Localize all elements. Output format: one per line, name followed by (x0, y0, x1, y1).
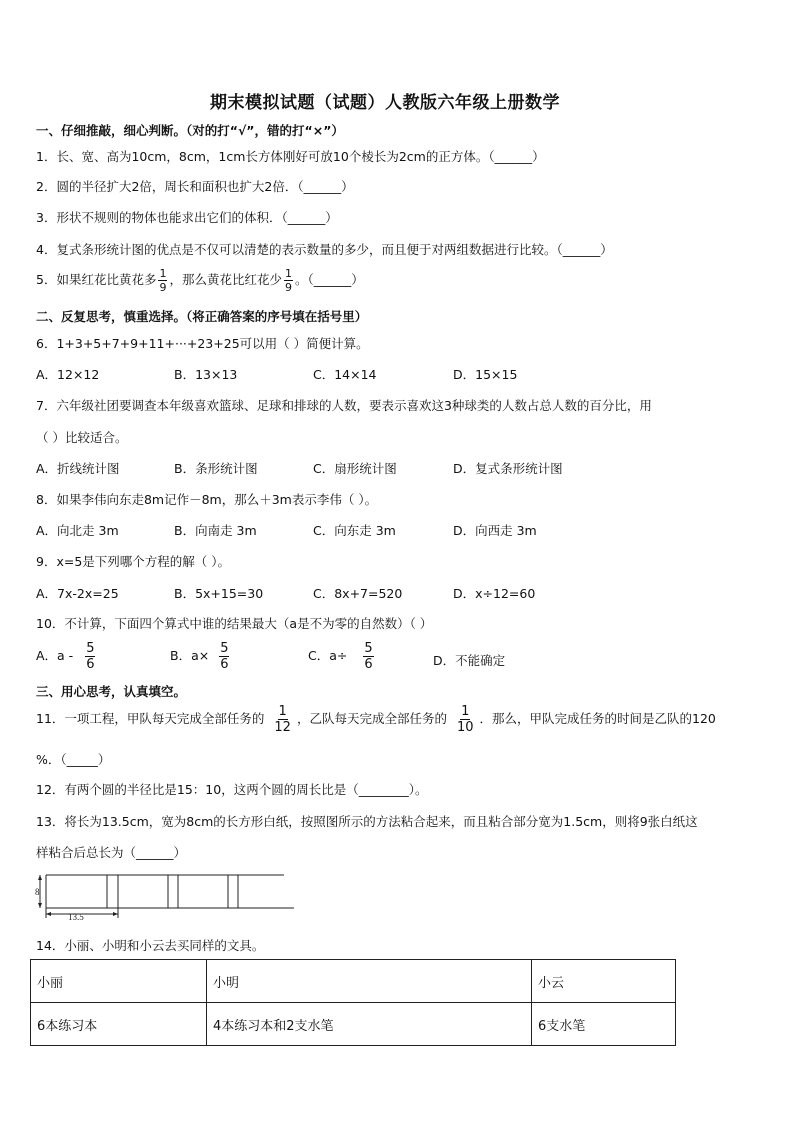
section-3-heading: 三、用心思考，认真填空。 (36, 684, 187, 699)
stationery-table (30, 959, 676, 1046)
option-a (36, 642, 97, 671)
question-11-text-b: ，乙队每天完成全部任务的 (296, 711, 447, 726)
table-header-cell: 小明 (207, 960, 532, 1003)
option-b: B．5x+15=30 (174, 586, 264, 601)
question-7: 7．六年级社团要调查本年级喜欢篮球、足球和排球的人数，要表示喜欢这3种球类的人数占总人数的百分比，用 (36, 398, 652, 413)
option-b: B．13×13 (174, 367, 238, 382)
option-d: D．不能确定 (433, 653, 506, 668)
question-13: 13．将长为13.5cm，宽为8cm的长方形白纸，按照图所示的方法粘合起来，而且粘合部分宽为1.5cm，则将9张白纸这 (36, 814, 698, 829)
question-8: 8．如果李伟向东走8m记作－8m，那么＋3m表示李伟（ ）。 (36, 492, 378, 507)
table-row (31, 1003, 676, 1046)
question-1: 1．长、宽、高为10cm，8cm，1cm长方体刚好可放10个棱长为2cm的正方体。（______） (36, 149, 545, 164)
table-header-cell: 小丽 (31, 960, 207, 1003)
width-label: 13.5 (68, 912, 84, 922)
question-9: 9．x=5是下列哪个方程的解（ ）。 (36, 554, 231, 569)
fraction: $\frac{1}{10}$ (456, 704, 474, 735)
question-5 (36, 268, 364, 293)
option-a: A．折线统计图 (36, 461, 120, 476)
option-text: A．a - (36, 648, 74, 663)
option-b: B．向南走 3m (174, 523, 257, 538)
question-11-text-c: ．那么，甲队完成任务的时间是乙队的120 (479, 711, 716, 726)
table-header-cell: 小云 (532, 960, 676, 1003)
option-d: D．复式条形统计图 (453, 461, 563, 476)
question-7-continued: （ ）比较适合。 (36, 430, 128, 445)
question-5-text-b: ，那么黄花比红花少 (169, 272, 282, 287)
question-4: 4．复式条形统计图的优点是不仅可以清楚的表示数量的多少，而且便于对两组数据进行比较。（______） (36, 242, 613, 257)
option-a: A．12×12 (36, 367, 100, 382)
question-5-text-c: 。（______） (294, 272, 364, 287)
option-d: D．向西走 3m (453, 523, 537, 538)
question-11-continued: %．（_____） (36, 752, 111, 767)
question-13-continued: 样粘合后总长为（______） (36, 845, 187, 860)
page-title: 期末模拟试题（试题）人教版六年级上册数学 (210, 93, 560, 113)
option-b (170, 642, 231, 671)
question-14: 14．小丽、小明和小云去买同样的文具。 (36, 938, 265, 953)
fraction: $\frac{1}{12}$ (274, 704, 291, 735)
question-3: 3．形状不规则的物体也能求出它们的体积．（______） (36, 210, 338, 225)
table-row (31, 960, 676, 1003)
option-c: C．14×14 (313, 367, 377, 382)
fraction: $\frac{1}{9}$ (284, 267, 292, 294)
option-d: D．15×15 (453, 367, 518, 382)
fraction: $\frac{5}{6}$ (86, 641, 95, 672)
question-5-text-a: 5．如果红花比黄花多 (36, 272, 157, 287)
option-d: D．x÷12=60 (453, 586, 536, 601)
option-c (308, 642, 376, 671)
question-12: 12．有两个圆的半径比是15：10，这两个圆的周长比是（________）。 (36, 782, 428, 797)
option-b: B．条形统计图 (174, 461, 258, 476)
fraction: $\frac{5}{6}$ (220, 641, 229, 672)
option-text: B．a× (170, 648, 210, 663)
table-cell: 4本练习本和2支水笔 (207, 1003, 532, 1046)
option-a: A．7x-2x=25 (36, 586, 119, 601)
glued-paper-figure (32, 870, 298, 922)
height-label: 8 (35, 887, 40, 897)
table-cell: 6本练习本 (31, 1003, 207, 1046)
option-text: C．a÷ (308, 648, 348, 663)
option-a: A．向北走 3m (36, 523, 119, 538)
question-11-text-a: 11．一项工程，甲队每天完成全部任务的 (36, 711, 265, 726)
section-1-heading: 一、仔细推敲，细心判断。（对的打“√”，错的打“×”） (36, 123, 344, 138)
option-c: C．向东走 3m (313, 523, 396, 538)
option-c: C．8x+7=520 (313, 586, 403, 601)
section-2-heading: 二、反复思考，慎重选择。（将正确答案的序号填在括号里） (36, 309, 368, 324)
question-6: 6．1+3+5+7+9+11+···+23+25可以用（ ）简便计算。 (36, 336, 369, 351)
question-10: 10．不计算，下面四个算式中谁的结果最大（a是不为零的自然数）（ ） (36, 616, 433, 631)
option-c: C．扇形统计图 (313, 461, 397, 476)
table-cell: 6支水笔 (532, 1003, 676, 1046)
fraction: $\frac{5}{6}$ (364, 641, 373, 672)
question-11 (36, 705, 716, 734)
fraction: $\frac{1}{9}$ (159, 267, 167, 294)
question-2: 2．圆的半径扩大2倍，周长和面积也扩大2倍．（______） (36, 179, 354, 194)
